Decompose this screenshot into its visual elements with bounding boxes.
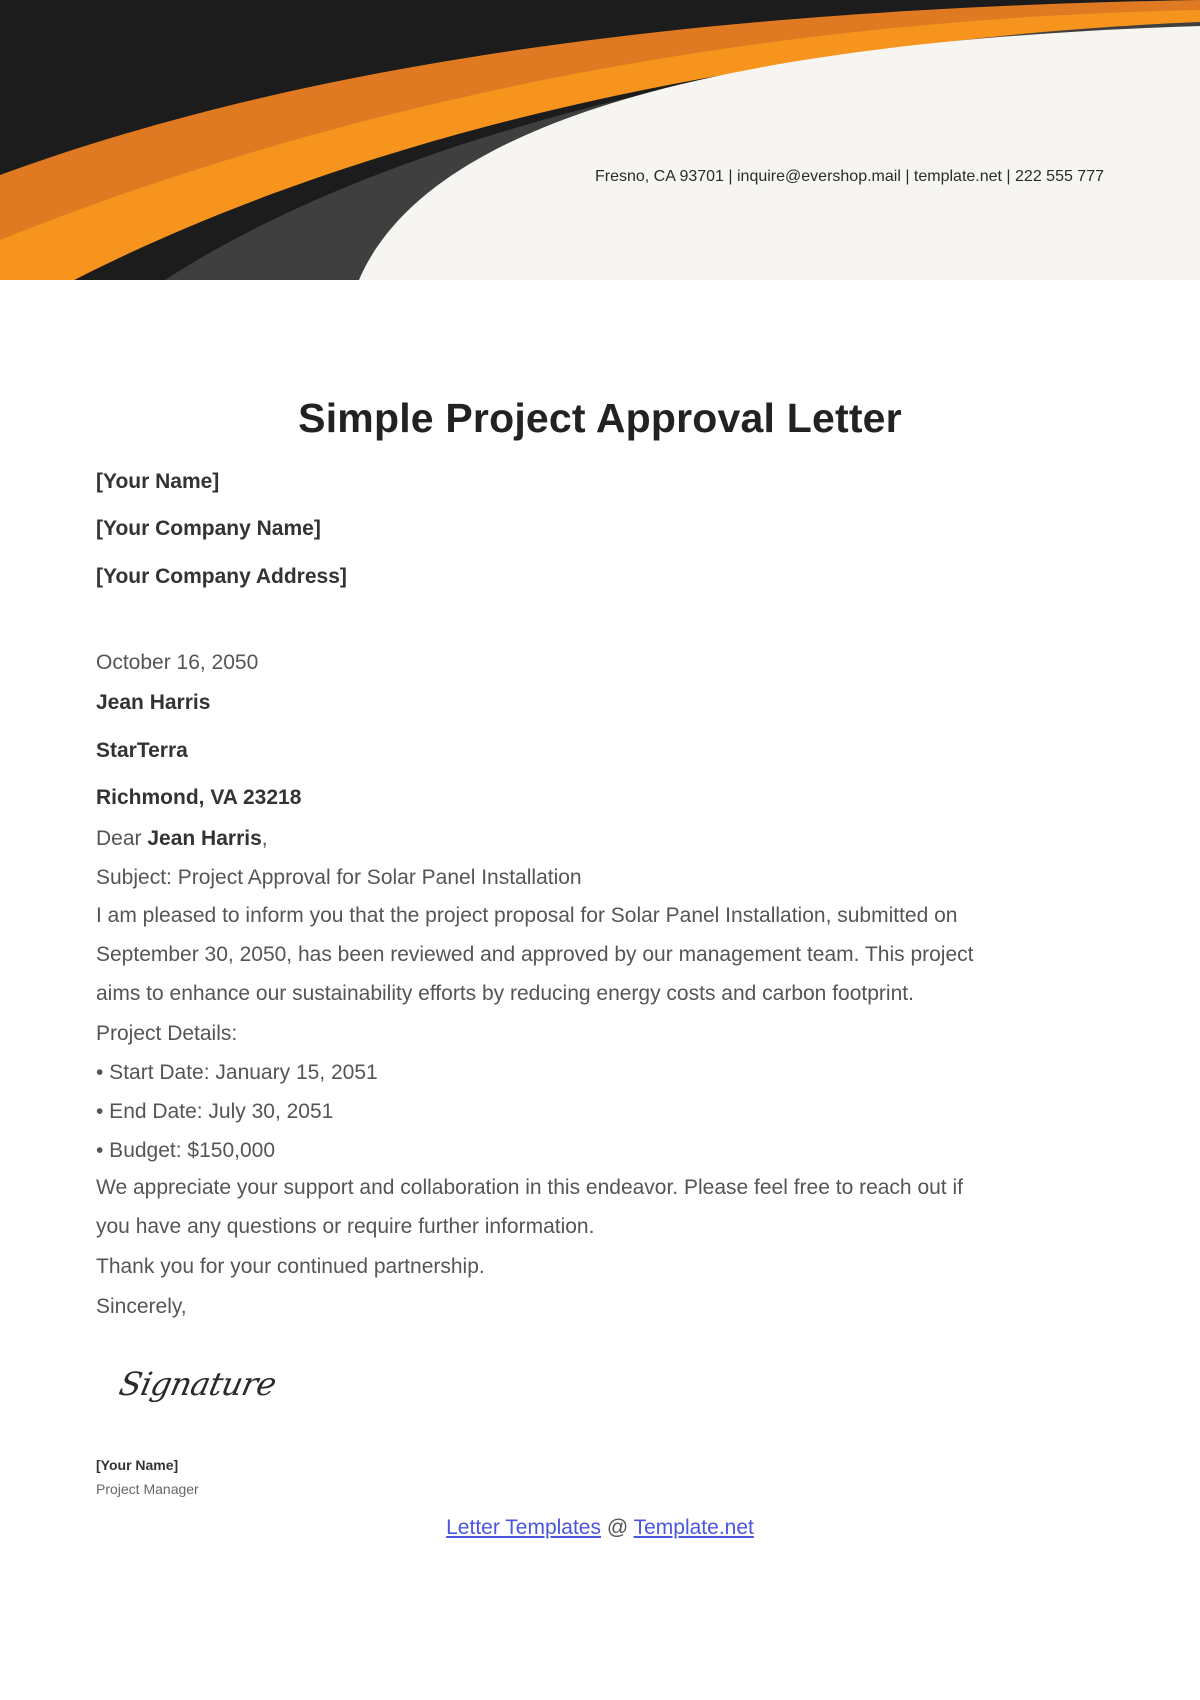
letter-templates-link[interactable]: Letter Templates bbox=[446, 1516, 601, 1539]
sender-company: [Your Company Name] bbox=[96, 517, 321, 540]
sender-address: [Your Company Address] bbox=[96, 565, 347, 588]
signature-title: Project Manager bbox=[96, 1481, 199, 1497]
closing-paragraph bbox=[96, 1168, 1096, 1246]
detail-start-date: • Start Date: January 15, 2051 bbox=[96, 1061, 378, 1084]
closing-line: you have any questions or require further information. bbox=[96, 1215, 595, 1238]
recipient-address: Richmond, VA 23218 bbox=[96, 786, 302, 809]
intro-line: I am pleased to inform you that the project proposal for Solar Panel Installation, submitted on bbox=[96, 904, 958, 927]
sender-name: [Your Name] bbox=[96, 470, 220, 493]
salutation-suffix: , bbox=[261, 827, 268, 850]
salutation-prefix: Dear bbox=[96, 827, 148, 850]
letter-title: Simple Project Approval Letter bbox=[298, 395, 902, 441]
signoff: Sincerely, bbox=[96, 1295, 187, 1318]
footer bbox=[0, 1516, 1200, 1540]
subject-line: Subject: Project Approval for Solar Panel Installation bbox=[96, 866, 582, 889]
letter-date: October 16, 2050 bbox=[96, 651, 259, 674]
recipient-name: Jean Harris bbox=[96, 691, 211, 714]
closing-line: We appreciate your support and collaboration in this endeavor. Please feel free to reach out if bbox=[96, 1176, 963, 1199]
details-heading: Project Details: bbox=[96, 1022, 238, 1045]
detail-budget: • Budget: $150,000 bbox=[96, 1139, 276, 1162]
signature-name: [Your Name] bbox=[96, 1457, 179, 1473]
decorative-swoosh-graphic bbox=[0, 0, 1200, 290]
contact-info: Fresno, CA 93701 | inquire@evershop.mail | template.net | 222 555 777 bbox=[594, 168, 1104, 185]
intro-line: aims to enhance our sustainability efforts by reducing energy costs and carbon footprint. bbox=[96, 982, 914, 1005]
salutation bbox=[96, 827, 268, 851]
signature-image: Signature bbox=[115, 1365, 280, 1403]
salutation-name: Jean Harris bbox=[147, 827, 262, 850]
intro-line: September 30, 2050, has been reviewed and approved by our management team. This project bbox=[96, 943, 974, 966]
intro-paragraph bbox=[96, 896, 1096, 1013]
letterhead-banner bbox=[0, 0, 1200, 290]
thanks-line: Thank you for your continued partnership. bbox=[96, 1255, 485, 1278]
template-net-link[interactable]: Template.net bbox=[633, 1516, 754, 1539]
detail-end-date: • End Date: July 30, 2051 bbox=[96, 1100, 334, 1123]
recipient-company: StarTerra bbox=[96, 739, 188, 762]
footer-separator: @ bbox=[601, 1516, 634, 1539]
